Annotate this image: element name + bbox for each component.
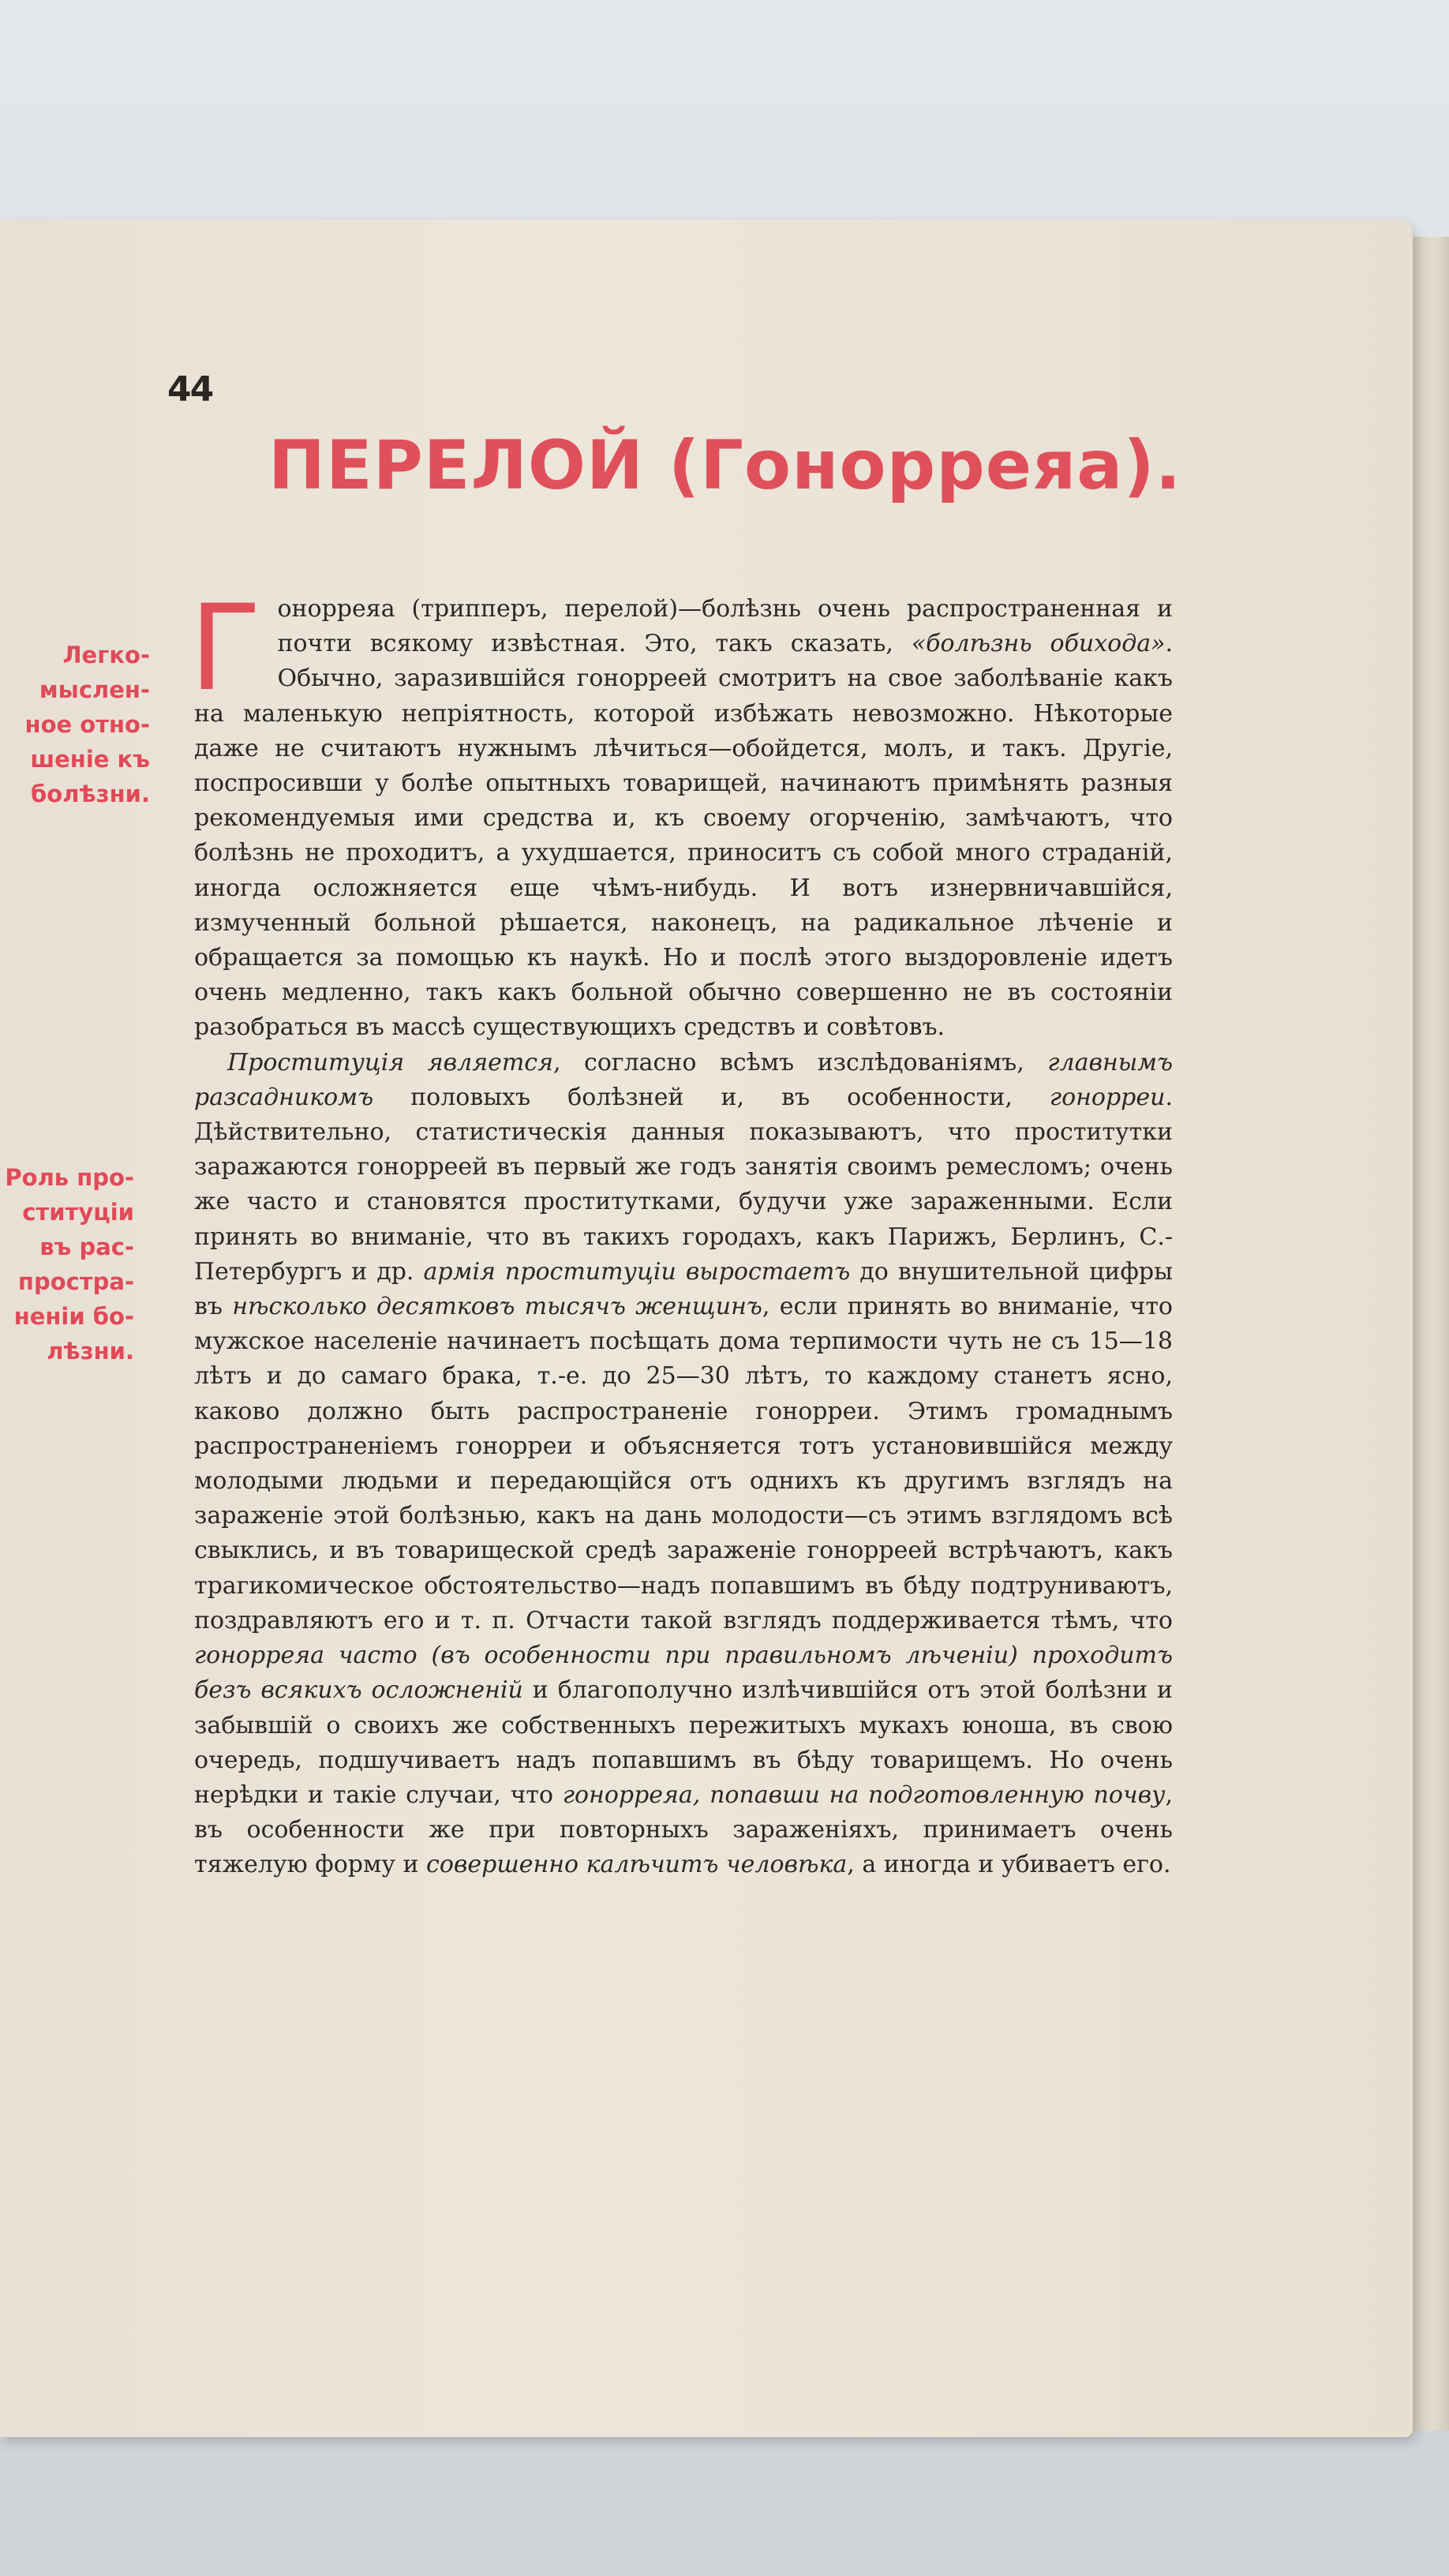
next-page-edge [1413,237,1449,2431]
text-segment: до внушительной цифры въ [194,1257,1173,1321]
italic-text-segment: совершенно калѣчитъ человѣка [426,1851,848,1879]
paragraph-2-text [194,1049,1173,1879]
text-segment: . Обычно, заразившійся гонорреей смотритъ на свое заболѣваніе какъ на маленькую непріятность, которой избѣжать невозможно. Нѣкоторые даже не считаютъ нужнымъ лѣчиться—обойдется, молъ, и такъ. Другіе, поспросивши у болѣе опытныхъ товарищей, начинаютъ примѣнять разныя рекомендуемыя ими средства и, къ своему огорченію, замѣчаютъ, что болѣзнь не проходитъ, а ухудшается, приноситъ съ собой много страданій, иногда осложняется еще чѣмъ-нибудь. И вотъ изнервничавшійся, измученный больной рѣшается, наконецъ, на радикальное лѣченіе и обращается за помощью къ наукѣ. Но и послѣ этого выздоровленіе идетъ очень медленно, такъ какъ больной обычно совершенно не въ состояніи разобраться въ массѣ существующихъ средствъ и совѣтовъ. [194,630,1174,1042]
article-body [189,580,1174,1883]
page-title: ПЕРЕЛОЙ (Гонорреяа). [268,426,1182,505]
italic-text-segment: нѣсколько десятковъ тысячъ женщинъ [232,1293,762,1321]
drop-cap: Г [189,580,262,717]
margin-note-line: Легко- [62,642,150,668]
margin-note-line: въ рас- [39,1234,134,1260]
margin-note-line: простра- [17,1268,134,1295]
margin-note-line: ное отно- [24,711,150,738]
margin-note-line: шеніе къ [30,746,150,773]
paragraph-1-text [194,595,1173,1041]
italic-text-segment: армія проституціи выростаетъ [423,1257,851,1286]
paragraph-1 [189,580,1174,1046]
text-segment: и благополучно излѣчившійся отъ этой болѣзни и забывшій о своихъ же собственныхъ пережитыхъ мукахъ юноша, въ свою очередь, подшучиваетъ надъ попавшимъ въ бѣду товарищемъ. Но очень нерѣдки и такіе случаи, что [194,1676,1173,1809]
margin-note-attitude [0,638,150,811]
margin-note-line: неніи бо- [13,1303,134,1330]
margin-note-line: Роль про- [5,1164,134,1191]
text-segment: , если принять во вниманіе, что мужское населеніе начинаетъ посѣщать дома терпимости чуть не съ 15—18 лѣтъ и до самаго брака, т.-е. до 25—30 лѣтъ, то каждому станетъ ясно, каково должно быть распространеніе гонорреи. Этимъ громаднымъ распространеніемъ гонорреи и объясняется тотъ установившійся между молодыми людьми и передающійся отъ однихъ къ другимъ взглядъ на зараженіе этой болѣзнью, какъ на дань молодости—съ этимъ взглядомъ всѣ свыклись, и въ товарищеской средѣ зараженіе гонорреей встрѣчаютъ, какъ трагикомическое обстоятельство—надъ попавшимъ въ бѣду подтруниваютъ, поздравляютъ его и т. п. Отчасти такой взглядъ поддерживается тѣмъ, что [194,1293,1173,1634]
margin-note-prostitution [0,1160,134,1368]
italic-text-segment: гонорреяа, попавши на подготовленную почву [562,1780,1166,1809]
text-segment: . Дѣйствительно, статистическія данныя показываютъ, что проститутки заражаются гонорреей въ первый же годъ занятія своимъ ремесломъ; очень же часто и становятся проститутками, будучи уже зараженными. Если принять во вниманіе, что въ такихъ городахъ, какъ Парижъ, Берлинъ, С.-Петербургъ и др. [194,1083,1173,1286]
italic-text-segment: «болѣзнь обихода» [911,630,1166,658]
text-segment: , а иногда и убиваетъ его. [847,1851,1171,1879]
italic-text-segment: главнымъ разсадникомъ [194,1048,1173,1111]
paragraph-2 [194,1046,1173,1883]
margin-note-line: лѣзни. [47,1338,134,1365]
italic-text-segment: гонорреи [1049,1083,1166,1111]
text-segment: , въ особенности же при повторныхъ зараженіяхъ, принимаетъ очень тяжелую форму и [194,1780,1173,1879]
text-segment: онорреяа (трипперъ, перелой)—болѣзнь очень распространенная и почти всякому извѣстная. Это, такъ сказать, [277,595,1173,658]
italic-text-segment: Проституція является [227,1048,553,1076]
margin-note-line: мыслен- [39,676,150,703]
margin-note-line: ституціи [22,1199,134,1226]
page-number: 44 [167,369,213,410]
italic-text-segment: гонорреяа часто (въ особенности при правильномъ лѣченіи) проходитъ безъ всякихъ осложненій [194,1642,1173,1705]
margin-note-line: болѣзни. [31,781,150,807]
text-segment: , согласно всѣмъ изслѣдованіямъ, [552,1048,1048,1076]
text-segment: половыхъ болѣзней и, въ особенности, [373,1083,1050,1111]
